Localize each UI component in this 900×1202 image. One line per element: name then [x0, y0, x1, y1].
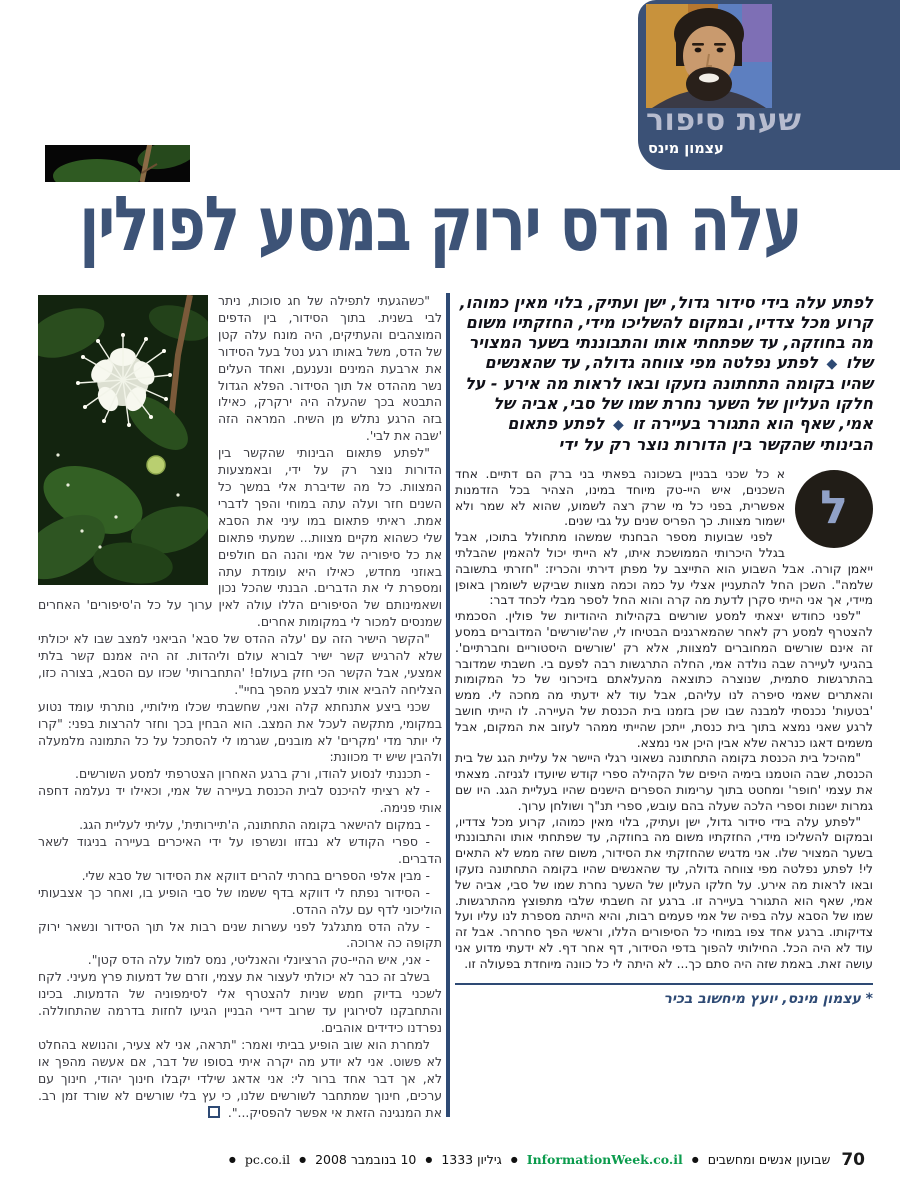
- magazine-name: שבועון אנשים ומחשבים: [707, 1152, 831, 1167]
- section-masthead: [638, 0, 900, 170]
- bullet-separator-icon: ●: [510, 1155, 518, 1164]
- lead-part-1: לפתע עלה בידי סידור גדול, ישן ועתיק, בלוי מאין כמוהו, קרוע מכל צדדיו, ובמקום להשליכו מידי, החזקתיו משום מה בחוזקה, עד שפתחתי אותו והתבוננתי בשער המצויר שלו: [459, 293, 873, 372]
- left-column: [38, 293, 442, 1121]
- section-author: עצמון מינס: [648, 141, 724, 157]
- bullet-separator-icon: ●: [228, 1155, 236, 1164]
- infoweek-site: InformationWeek.co.il: [526, 1152, 683, 1167]
- section-title: שעת סיפור: [646, 103, 802, 138]
- paragraph: "לפתע פתאום הבינותי שהקשר בין הדורות נוצר רק על ידי, ובאמצעות המצוות. כל מה שדיברת אלי במשך כל השנים חזר ועלה עתה במוחי והפך לדברי אמת. ראיתי פתאום במו עיני את הסבא שלי כשהוא מקיים מצוות... שמעתי פתאום את כל סיפוריה של אמי והנה הם חולפים באוזני מחדש, כאילו היא עומדת עתה ומספרת לי את הדברים. הבנתי שהכל נכון ושאמינותם של הסיפורים הללו עולה לאין ערוך על כל ה'סיפורים' האחרים שמנסים למכור לי במקומות אחרים.: [38, 445, 442, 630]
- author-portrait-photo: [646, 4, 772, 108]
- paragraph: [38, 1037, 442, 1122]
- diamond-separator-icon: ◆: [826, 356, 838, 372]
- list-item: - אני, איש ההיי-טק הרציונלי והאנליטי, נמס למול עלה הדס קטן".: [87, 952, 430, 968]
- bullet-separator-icon: ●: [425, 1155, 433, 1164]
- list-item: - במקום להישאר בקומה התחתונה, ה'תיירותית', עליתי לעליית הגג.: [79, 817, 430, 833]
- author-signature: * עצמון מינס, יועץ מיחשוב בכיר: [663, 990, 873, 1007]
- signature-rule: [455, 983, 873, 985]
- list-item: - ספרי הקודש לא נבזזו ונשרפו על ידי האיכרים בעיירה בניגוד לשאר הדברים.: [38, 834, 442, 866]
- myrtle-flower-photo: [38, 295, 208, 585]
- paragraph: בשלב זה כבר לא יכולתי לעצור את עצמי, וזרם של דמעות פרץ מעיני. לקח לשכני בדיוק חמש שניות להצטרף אלי לסימפוניה של הדמעות. בכינו והתחבקנו לסירוגין עד שרוב דיירי הבניין הגיעו לחזות בדרמה שהתחוללה. נפרדנו כידידים אוהבים.: [38, 969, 442, 1035]
- lead-part-3: לפתע פתאום הבינותי שהקשר בין הדורות נוצר רק על ידי: [507, 414, 873, 454]
- article-headline: עלה הדס ירוק במסע לפולין: [79, 179, 802, 268]
- paragraph: "מהיכל בית הכנסת בקומה התחתונה נשאוני רגלי היישר אל עליית הגג של בית הכנסת, שבה הוטמנו בימיה היפים של הקהילה ספרי קודש שיועדו לגניזה. מצאתי את עצמי 'חופר' ומחטט בתוך ערימות הספרים הישנים שהיו בעליית הגג. היו שם גמרות ישנות וספרי הלכה שעלה בהם עובש, ספרי תנ"ך ושולחן ערוך.: [455, 751, 873, 813]
- paragraph: "הקשר הישיר הזה עם 'עלה ההדס של סבא' הביאני למצב שבו לא יכולתי שלא להרגיש קשר ישיר לבורא עולם וליהדות. זה היה אמנם קשר בלתי אמצעי, אבל הקשר הכי חזק בעולם! 'התחברותי' שכזו עם הסבא, בצורה כזו, הצליחה להביא אותי לבצע מהפך בחיי".: [38, 631, 442, 697]
- list-item: - לא רציתי להיכנס לבית הכנסת בעיירה של אמי, וכאילו יד נעלמה דחפה אותי פנימה.: [38, 783, 442, 816]
- end-of-article-marker: [208, 1106, 220, 1118]
- list-item: - עלה הדס מתגלגל לפני עשרות שנים רבות אל תוך הסידור ונשאר ירוק תקופה כה ארוכה.: [38, 918, 442, 951]
- pc-site: pc.co.il: [244, 1152, 291, 1167]
- paragraph: "לפתע עלה בידי סידור גדול, ישן ועתיק, בלוי מאין כמוהו, קרוע מכל צדדיו, ובמקום להשליכו מידי, החזקתיו משום מה בחוזקה, עד שפתחתי אותו והתבוננתי בשער המצויר שלו. אני מדגיש שהחזקתי את הסידור, משום שזה ממש לא התאים לי! לפתע נפלטה מפי צווחה גדולה, עד שהאנשים שהיו בקומה התחתונה נזעקו ובאו לראות מה אירע. על חלקו העליון של השער נחרת שמו של סבי, אביה של אמי, שאף הוא התגורר בעיירה זו. ברגע זה חשבתי שלבי מתפוצץ מהתרגשות. שמו של הסבא עלה בפיה של אמי פעמים רבות, והיא הייתה מספרת לנו עליו ועל צדיקותו. ברגע אחד צפו במוחי כל הסיפורים הללו, וראשי הפך סחרחר. אבל זה עוד לא היה הכל. החילותי להפוך בדפי הסידור, דף אחר דף. לא ידעתי מדוע אני עושה זאת. באמת שזה היה סתם כך... לא היתה לי כל כוונה מיוחדת בפעולה זו.: [455, 814, 873, 971]
- bullet-separator-icon: ●: [299, 1155, 307, 1164]
- list-item: - הסידור נפתח לי דווקא בדף ששמו של סבי הופיע בו, ואחר כך אצבעותי הוליכוני לדף עם עלה ההדס.: [38, 884, 442, 917]
- issue-number: גיליון 1333: [441, 1152, 502, 1167]
- list-item: - מבין אלפי הספרים בחרתי להרים דווקא את הסידור של סבא שלי.: [81, 867, 430, 883]
- lead-part-2: לפתע נפלטה מפי צווחה גדולה, עד שהאנשים שהיו בקומה התחתונה נזעקו ובאו לראות מה אירע - על חלקו העליון של השער נחרת שמו של סבי, אביה של אמי, שאף הוא התגורר בעיירה זו: [464, 353, 873, 433]
- paragraph: לפני שבועות מספר הבחנתי שמשהו מתחולל בתוכו, אבל בגלל היכרותי הממושכת איתו, לא הייתי יכול להאמין שהבלתי ייאמן קורה. אבל השבוע הוא התייצב על מפתן דירתי והכריז: "חזרתי בתשובה שלמה". השכן החל להתעניין אצלי על כמה וכמה מצוות שביקש לשומרן באופן מיידי, אך אני הייתי סקרן לדעת מה קרה והוא החל לספר מבלי לכחד דבר:: [455, 530, 873, 608]
- page-footer: [224, 1150, 865, 1170]
- bullet-separator-icon: ●: [691, 1155, 699, 1164]
- diamond-separator-icon: ◆: [613, 417, 624, 433]
- right-column: [455, 293, 873, 1007]
- myrtle-flower-illustration: [38, 295, 208, 585]
- closing-text: למחרת הוא שוב הופיע בביתי ואמר: "תראה, אני לא צעיר, והנושא בהחלט לא פשוט. אני לא יודע מה יקרה איתי בסופו של דבר, אם אעשה מהפך או לא, אך דבר אחד ברור לי: אני אדאג שילדי יקבלו חינוך יהודי, חינוך עם ערכים, חינוך שמתחבר לשורשים שלנו, כי עץ בלי שורשים לא שורד זמן רב. את המנגינה הזאת אי אפשר להפסיק...".: [38, 1036, 442, 1120]
- drop-cap: [795, 470, 873, 548]
- page-number: 70: [841, 1150, 865, 1170]
- drop-cap-letter: ל: [820, 480, 848, 534]
- author-portrait-illustration: [646, 4, 772, 108]
- opening-text: א כל שכני בבניין בשכונה בפאתי בני ברק הם דתיים. אחד השכנים, איש היי-טק מיוחד במינו, הצהיר בכל הזדמנות אפשרית, בפני כל מי שרק רצה לשמוע, שהוא לא שמר ולא ישמור מצוות. כך הפריס שנים על גבי שנים.: [455, 467, 785, 529]
- issue-date: 10 בנובמבר 2008: [315, 1152, 417, 1167]
- paragraph: [455, 467, 873, 534]
- column-divider-rule: [446, 293, 450, 1117]
- paragraph: "לפני כחודש יצאתי למסע שורשים בקהילות היהודיות של פולין. הסכמתי להצטרף למסע רק לאחר שהמארגנים הבטיחו לי, שה'שורשים' המדוברים במסע זה אינם שורשים המחוברים למצוות, אלא רק 'שורשים היסטוריים וחברתיים'. בהגיעי לעיירה שבה נולדה אמי, החלה התרגשות רבה לפעם בי. חשבתי שמדובר בהתרגשות סתמית, שנוצרה כתוצאה מהעלאתם בזיכרוני של כל המקומות והאתרים שאמי סיפרה לנו עליהם, אבל עוד לא ידעתי מה מחכה לי. ממש 'בטעות' נכנסתי למבנה שבו שכן בזמנו בית הכנסת של העיירה. לו הייתי חושב לרגע שאני נמצא בתוך בית כנסת, ייתכן שהייתי ממהר לעזוב את המקום, אבל משמים דאגו כנראה שלא אבין היכן אני נמצא.: [455, 609, 873, 750]
- paragraph: שכני ביצע אתנחתא קלה ואני, שחשבתי שכלו מילותיי, נותרתי עומד נטוע במקומי, מתקשה לעכל את המצב. הוא הבחין בכך וחזר להרצות בפני: "קרו לי יותר מדי 'מקרים' לא מובנים, שגרמו לי להסתכל על כל התמונה מלמעלה ולהבין שיש יד מכוונת:: [38, 698, 442, 765]
- list-item: - תכננתי לנסוע להודו, ורק ברגע האחרון הצטרפתי למסע השורשים.: [75, 766, 430, 782]
- lead-paragraph: [455, 293, 873, 455]
- paragraph: "כשהגעתי לתפילה של חג סוכות, ניתר לבי בשנית. בתוך הסידור, בין הדפים המוצהבים והעתיקים, היה מונח עלה קטן של הדס, משל באותו רגע נטל בעל הסידור את ארבעת המינים ונענעם, ואחד העלים נשר מההדס אל תוך הסידור. הפלא הגדול התבטא בכך שהעלה היה ירקרק, כאילו בזה הרגע נתלש מן השיח. המראה הזה 'שבה את לבי'.: [218, 293, 442, 444]
